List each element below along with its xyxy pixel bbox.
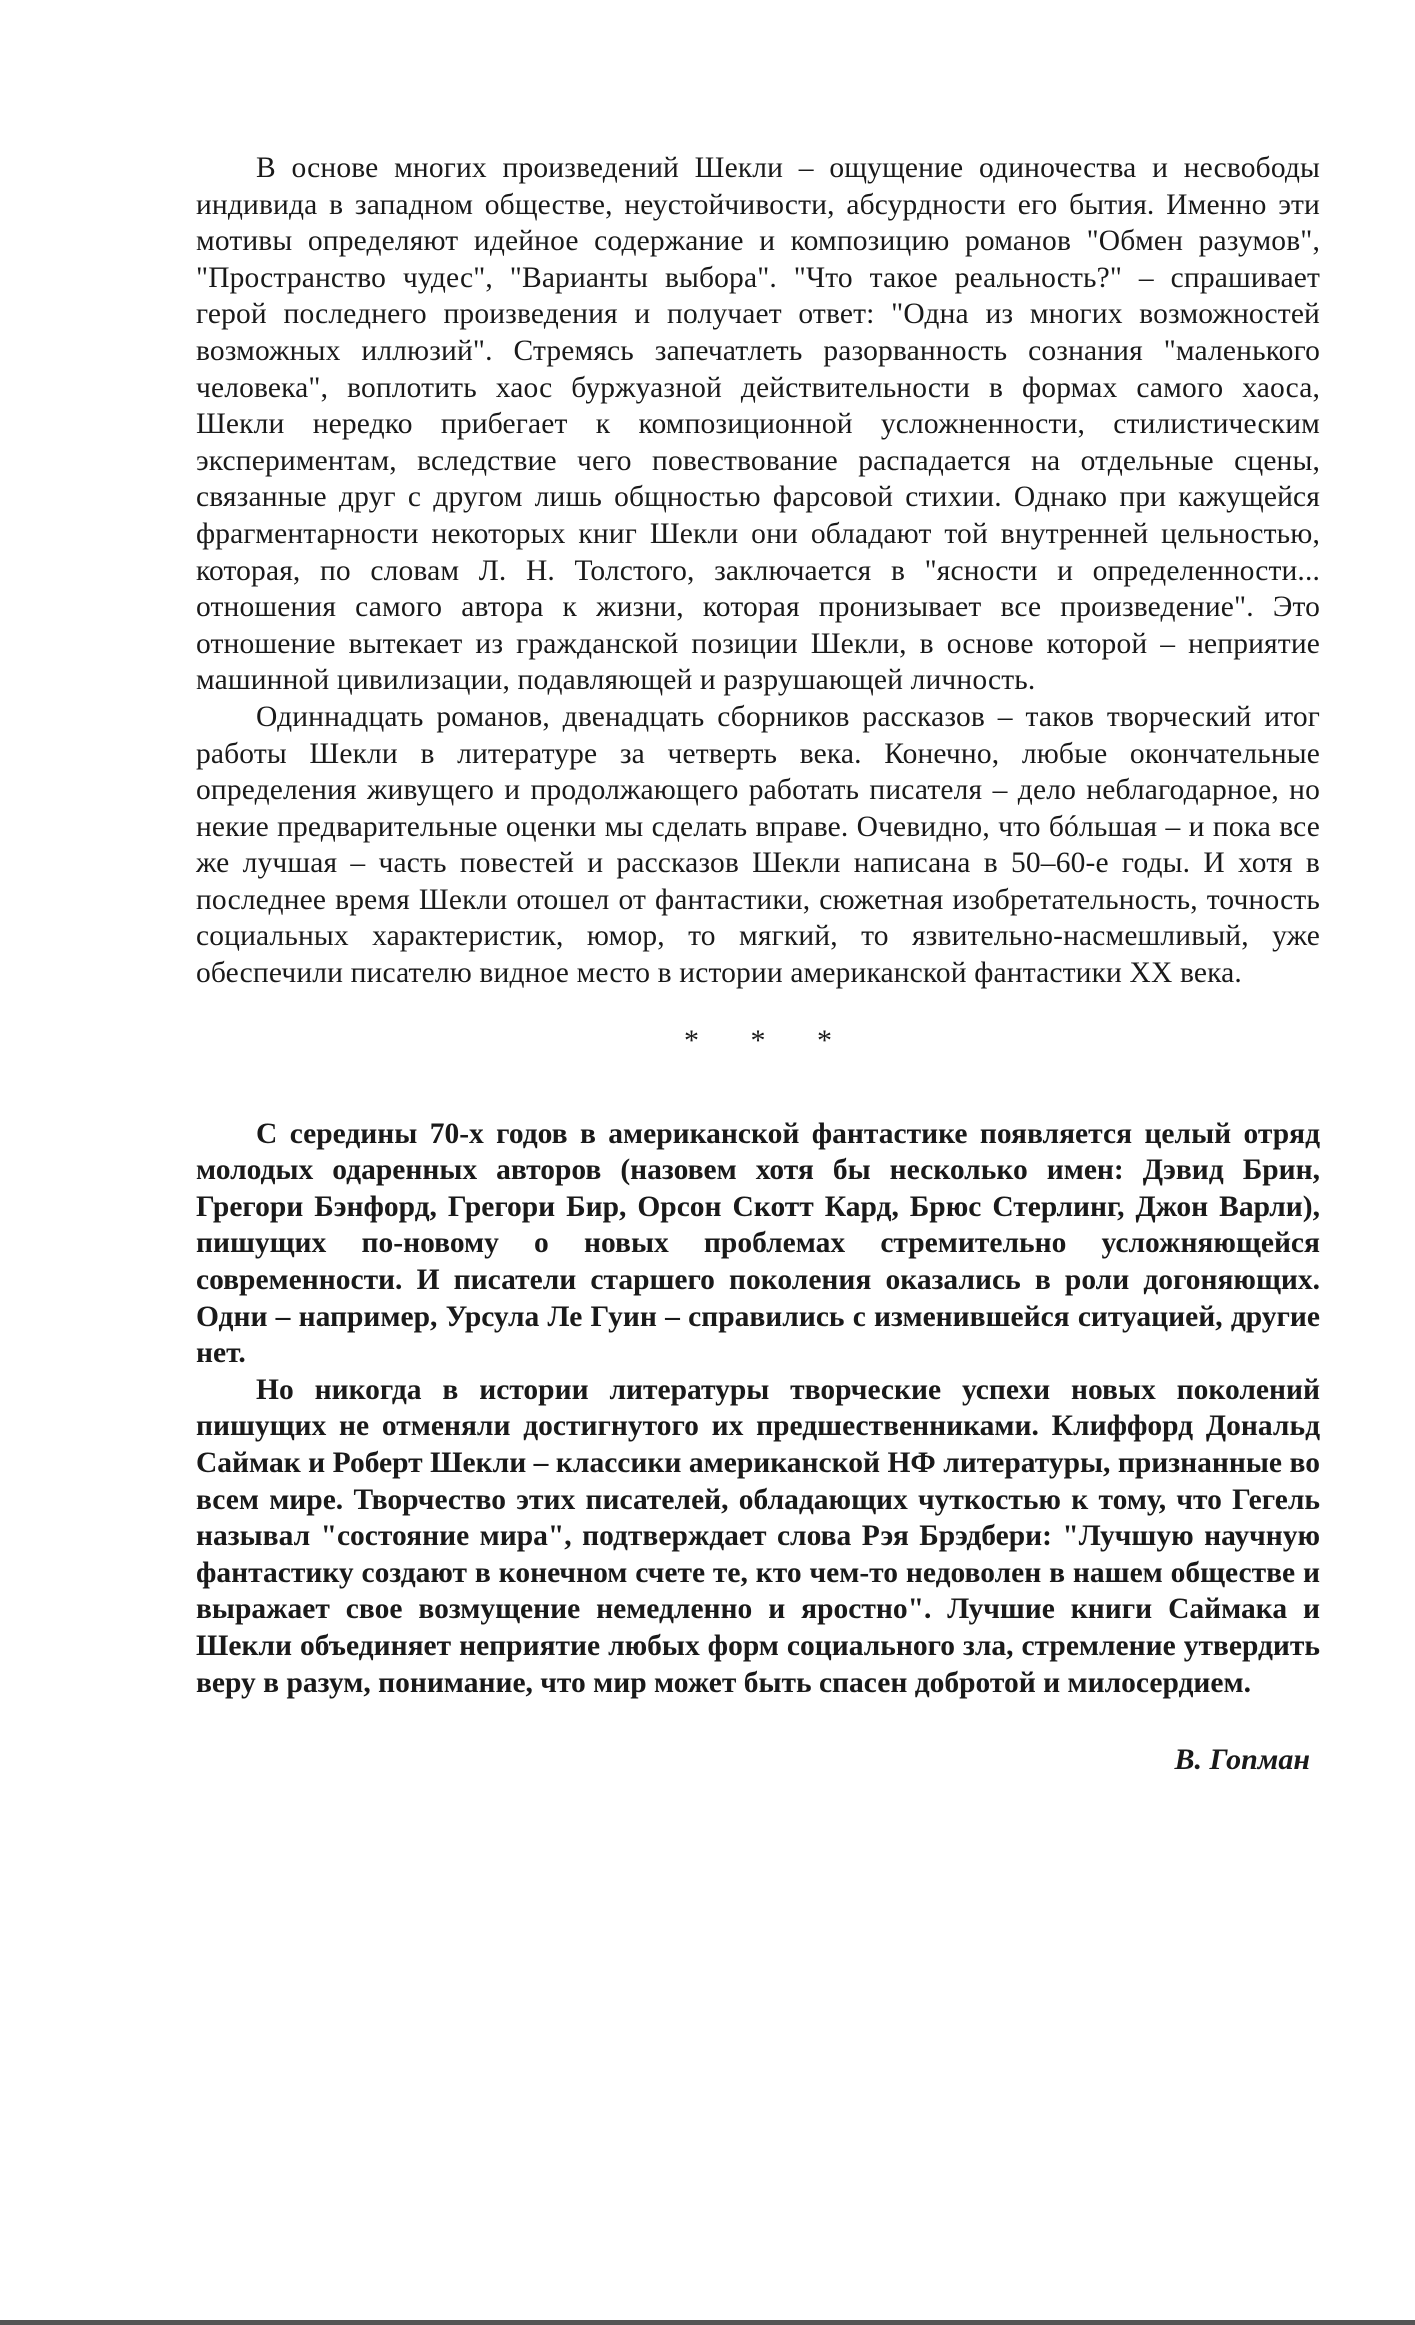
paragraph-2: Одиннадцать романов, двенадцать сборников рассказов – таков творческий итог работы Шекли в литературе за четверть века. Конечно, любые окончательные определения живущего и продолжающего работать писателя – дело неблагодарное, но некие предварительные оценки мы сделать вправе. Очевидно, что бóльшая – и пока все же лучшая – часть повестей и рассказов Шекли написана в 50–60-е годы. И хотя в последнее время Шекли отошел от фантастики, сюжетная изобретательность, точность социальных характеристик, юмор, то мягкий, то язвительно-насмешливый, уже обеспечили писателю видное место в истории американской фантастики XX века. bbox=[196, 700, 1320, 990]
afterword-paragraph-1: С середины 70-х годов в американской фантастике появляется целый отряд молодых одаренных авторов (назовем хотя бы несколько имен: Дэвид Брин, Грегори Бэнфорд, Грегори Бир, Орсон Скотт Кард, Брюс Стерлинг, Джон Варли), пишущих по-новому о новых проблемах стремительно усложняющейся современности. И писатели старшего поколения оказались в роли догоняющих. Одни – например, Урсула Ле Гуин – справились с изменившейся ситуацией, другие нет. bbox=[196, 1117, 1320, 1370]
scan-bottom-edge bbox=[0, 2320, 1415, 2325]
section-separator: * * * bbox=[684, 1023, 854, 1057]
article-page bbox=[196, 150, 1320, 1777]
author-signature: В. Гопман bbox=[1174, 1743, 1310, 1777]
paragraph-1: В основе многих произведений Шекли – ощущение одиночества и несвободы индивида в западном обществе, неустойчивости, абсурдности его бытия. Именно эти мотивы определяют идейное содержание и композицию романов "Обмен разумов", "Пространство чудес", "Варианты выбора". "Что такое реальность?" – спрашивает герой последнего произведения и получает ответ: "Одна из многих возможностей возможных иллюзий". Стремясь запечатлеть разорванность сознания "маленького человека", воплотить хаос буржуазной действительности в формах самого хаоса, Шекли нередко прибегает к композиционной усложненности, стилистическим экспериментам, вследствие чего повествование распадается на отдельные сцены, связанные друг с другом лишь общностью фарсовой стихии. Однако при кажущейся фрагментарности некоторых книг Шекли они обладают той внутренней цельностью, которая, по словам Л. Н. Толстого, заключается в "ясности и определенности... отношения самого автора к жизни, которая пронизывает все произведение". Это отношение вытекает из гражданской позиции Шекли, в основе которой – неприятие машинной цивилизации, подавляющей и разрушающей личность. bbox=[196, 152, 1320, 697]
afterword-paragraph-2: Но никогда в истории литературы творческие успехи новых поколений пишущих не отменяли достигнутого их предшественниками. Клиффорд Дональд Саймак и Роберт Шекли – классики американской НФ литературы, признанные во всем мире. Творчество этих писателей, обладающих чуткостью к тому, что Гегель называл "состояние мира", подтверждает слова Рэя Брэдбери: "Лучшую научную фантастику создают в конечном счете те, кто чем-то недоволен в нашем обществе и выражает свое возмущение немедленно и яростно". Лучшие книги Саймака и Шекли объединяет неприятие любых форм социального зла, стремление утвердить веру в разум, понимание, что мир может быть спасен добротой и милосердием. bbox=[196, 1373, 1320, 1699]
